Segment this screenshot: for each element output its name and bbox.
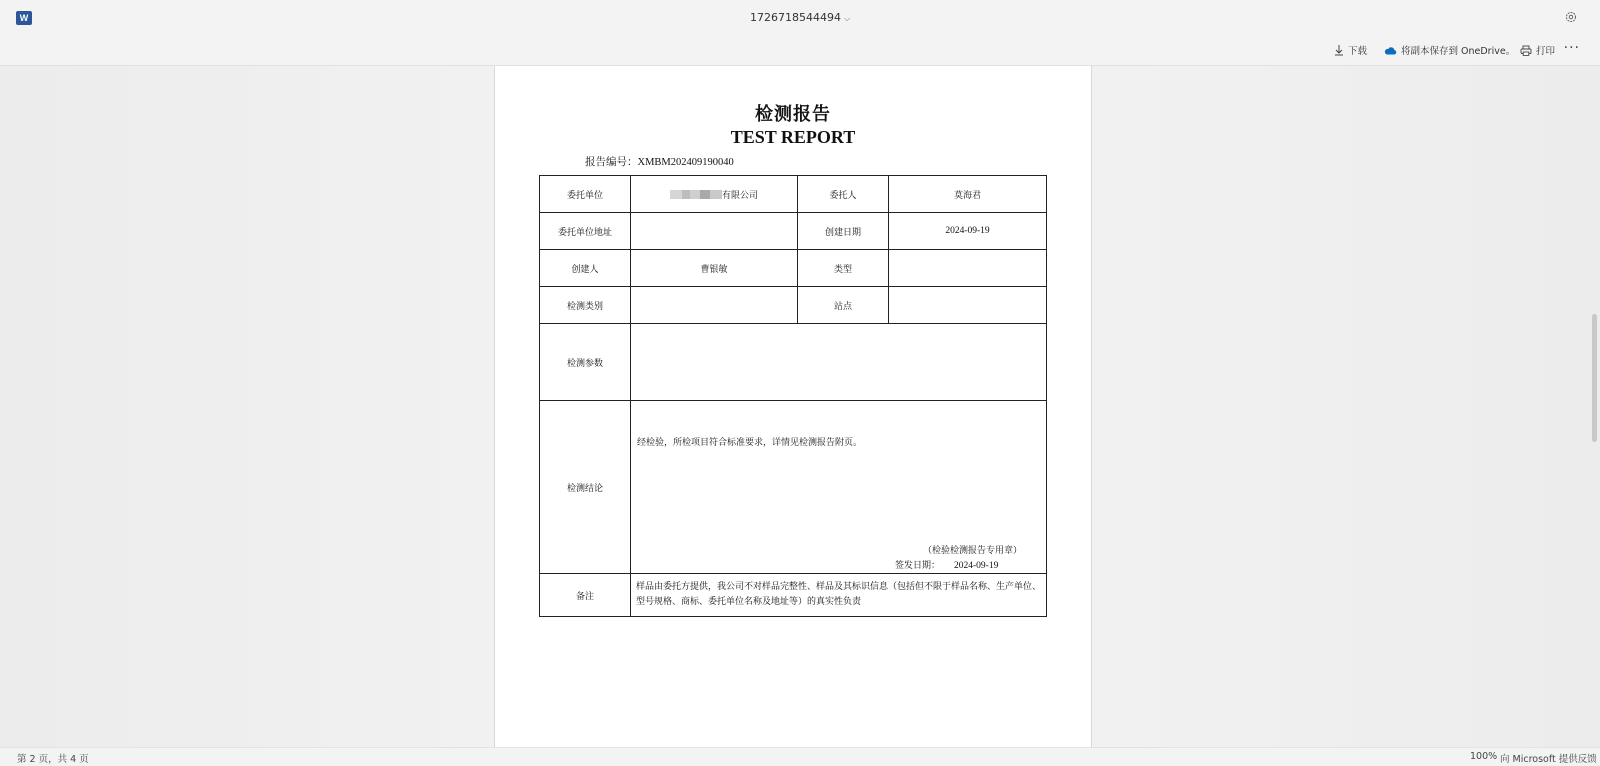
client-label: 委托单位 <box>540 176 631 213</box>
report-table <box>539 175 1047 617</box>
table-row <box>540 574 1047 617</box>
more-icon[interactable]: ··· <box>1563 40 1580 56</box>
download-icon <box>1334 44 1344 56</box>
report-title-cn: 检测报告 <box>755 104 831 125</box>
command-bar <box>0 36 1600 66</box>
printer-icon <box>1520 45 1532 56</box>
report-title-en: TEST REPORT <box>730 127 856 147</box>
address-value <box>631 213 798 250</box>
principal-value: 莫海君 <box>889 176 1047 213</box>
table-row <box>540 213 1047 250</box>
creator-value: 曹银敏 <box>631 250 798 287</box>
note-label: 备注 <box>540 574 631 617</box>
site-label: 站点 <box>798 287 889 324</box>
table-row <box>540 176 1047 213</box>
table-row <box>540 287 1047 324</box>
zoom-level[interactable]: 100% <box>1470 751 1498 762</box>
gear-icon[interactable] <box>1564 10 1578 24</box>
print-label: 打印 <box>1536 46 1556 57</box>
redacted-block <box>670 190 722 199</box>
table-row <box>540 401 1047 574</box>
document-title[interactable] <box>0 11 1600 24</box>
save-to-onedrive-button[interactable] <box>1384 43 1515 57</box>
chevron-down-icon[interactable]: ⌵ <box>843 14 851 23</box>
table-row <box>540 324 1047 401</box>
type-value <box>889 250 1047 287</box>
site-value <box>889 287 1047 324</box>
print-button[interactable] <box>1520 43 1555 57</box>
category-label: 检测类别 <box>540 287 631 324</box>
word-logo-icon[interactable]: W <box>16 11 32 25</box>
issue-date-value: 2024-09-19 <box>954 561 999 571</box>
type-label: 类型 <box>798 250 889 287</box>
cloud-icon <box>1384 46 1397 55</box>
conclusion-cell <box>631 401 1047 574</box>
report-number <box>585 154 734 169</box>
conclusion-label: 检测结论 <box>540 401 631 574</box>
params-label: 检测参数 <box>540 324 631 401</box>
issue-date-label: 签发日期： <box>895 561 941 571</box>
client-value <box>631 176 798 213</box>
status-bar <box>0 747 1600 766</box>
principal-label: 委托人 <box>798 176 889 213</box>
creator-label: 创建人 <box>540 250 631 287</box>
table-row <box>540 250 1047 287</box>
category-value <box>631 287 798 324</box>
seal-label: （检验检测报告专用章） <box>922 546 1022 556</box>
created-date-value: 2024-09-19 <box>889 213 1047 250</box>
report-number-value: XMBM202409190040 <box>637 157 734 168</box>
issue-date <box>895 558 998 571</box>
feedback-link[interactable]: 向 Microsoft 提供反馈 <box>1500 754 1597 765</box>
client-value-suffix: 有限公司 <box>721 190 758 201</box>
report-number-label: 报告编号： <box>585 156 638 168</box>
document-viewer[interactable] <box>0 66 1600 747</box>
download-label: 下载 <box>1348 46 1368 57</box>
save-to-onedrive-label: 将副本保存到 OneDrive。 <box>1401 46 1516 57</box>
document-page <box>494 66 1092 747</box>
conclusion-text: 经检验，所检项目符合标准要求，详情见检测报告附页。 <box>637 438 863 448</box>
download-button[interactable] <box>1334 43 1367 57</box>
vertical-scrollbar[interactable] <box>1592 314 1597 442</box>
document-title-text[interactable]: 1726718544494 <box>749 11 841 24</box>
created-date-label: 创建日期 <box>798 213 889 250</box>
address-label: 委托单位地址 <box>540 213 631 250</box>
params-value <box>631 324 1047 401</box>
title-bar <box>0 0 1600 36</box>
note-text: 样品由委托方提供，我公司不对样品完整性、样品及其标识信息（包括但不限于样品名称、生产单位、型号规格、商标、委托单位名称及地址等）的真实性负责 <box>631 574 1047 617</box>
page-count: 第 2 页，共 4 页 <box>17 754 89 765</box>
